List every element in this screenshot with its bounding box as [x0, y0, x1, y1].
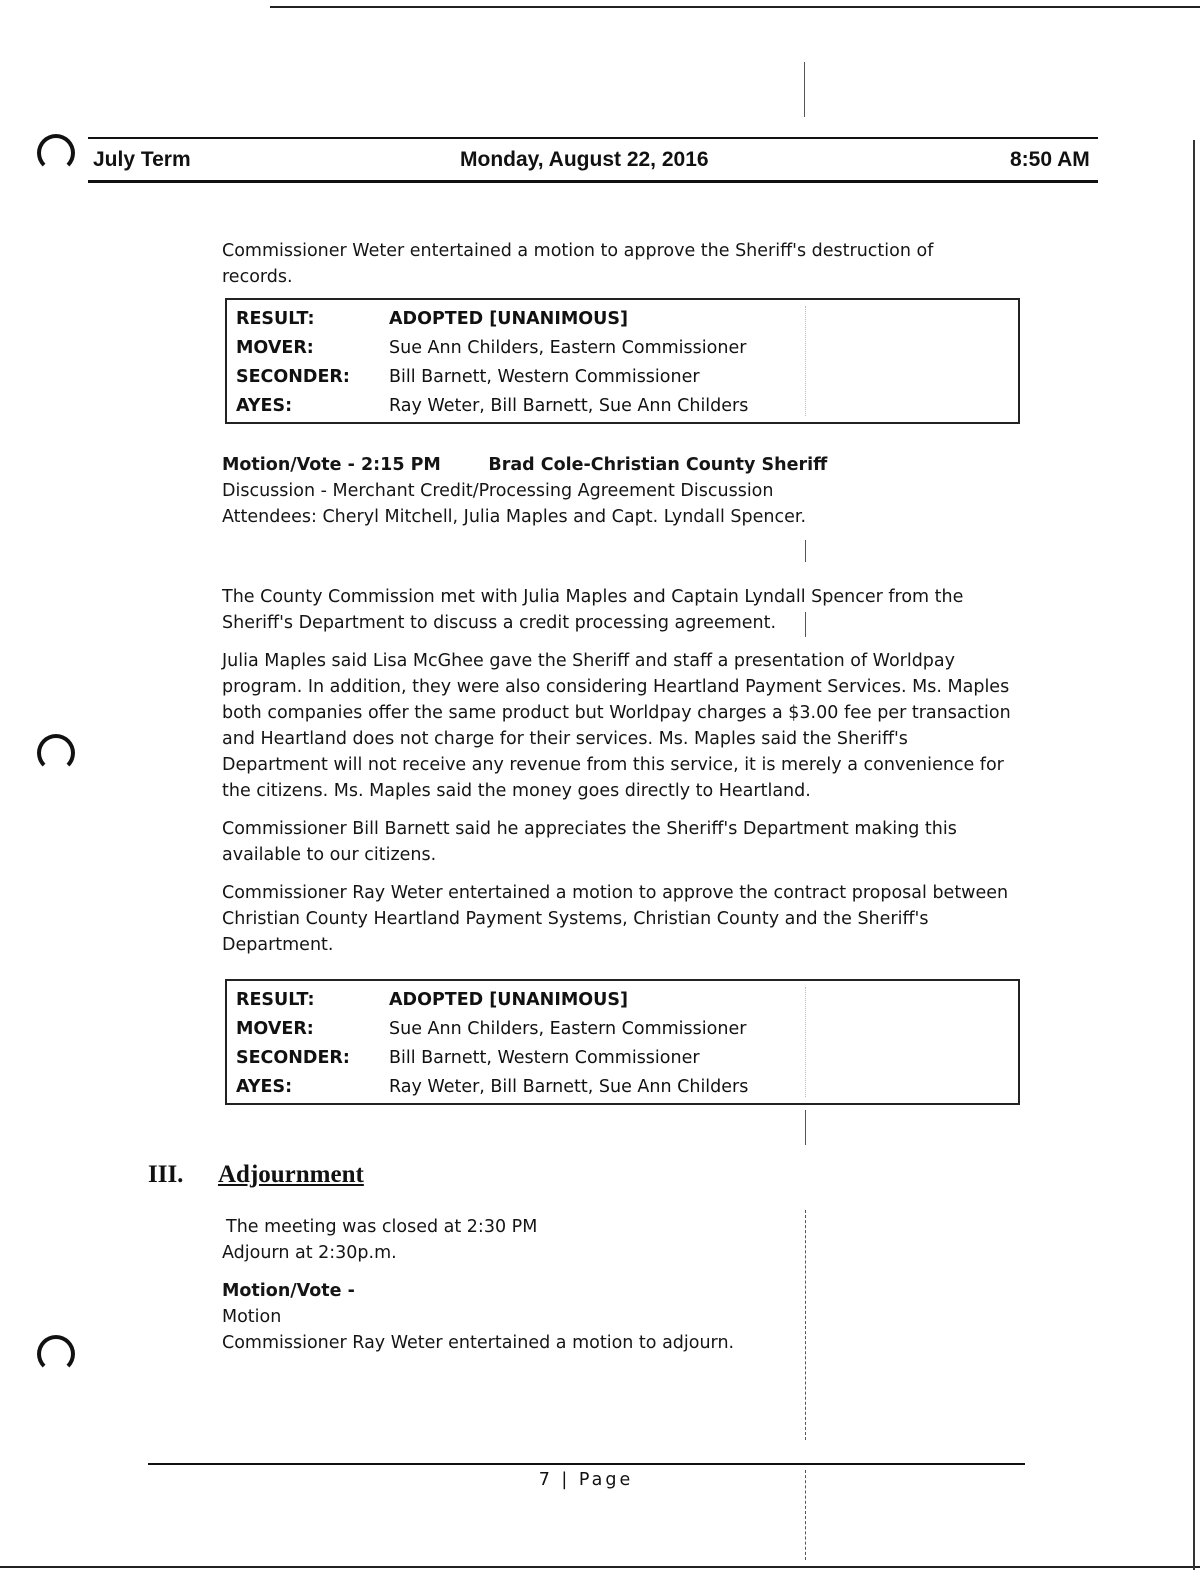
motion-line: Motion: [222, 1307, 282, 1327]
motion-vote-label: Motion/Vote - 2:15 PM: [222, 455, 441, 475]
vote-label: AYES:: [236, 1076, 293, 1097]
vote-value: Ray Weter, Bill Barnett, Sue Ann Childers: [389, 395, 749, 416]
attendees-line: Attendees: Cheryl Mitchell, Julia Maples and Capt. Lyndall Spencer.: [222, 507, 807, 527]
punch-hole: [37, 134, 75, 172]
vote-value: ADOPTED [UNANIMOUS]: [389, 308, 628, 329]
vote-row-mover: [227, 333, 1018, 362]
vote-row-mover: [227, 1014, 1018, 1043]
vote-label: AYES:: [236, 395, 293, 416]
intro-paragraph: [222, 238, 992, 290]
vote-value: Sue Ann Childers, Eastern Commissioner: [389, 1018, 747, 1039]
scan-mark: [805, 1110, 806, 1145]
intro-text: Commissioner Weter entertained a motion to approve the Sheriff's destruction of records.: [222, 241, 934, 287]
punch-hole: [37, 1335, 75, 1373]
header-rule-bottom: [88, 180, 1098, 183]
adjournment-body: [222, 1214, 1022, 1356]
vote-value: Bill Barnett, Western Commissioner: [389, 1047, 700, 1068]
scan-mark: [804, 62, 805, 117]
page-number: 7 | Page: [538, 1470, 634, 1490]
closed-line: The meeting was closed at 2:30 PM: [226, 1217, 538, 1237]
paragraph: The County Commission met with Julia Maples and Captain Lyndall Spencer from the Sheriff's Department to discuss a credit processing agreement.: [222, 587, 964, 633]
punch-hole: [37, 734, 75, 772]
vote-label: SECONDER:: [236, 366, 350, 387]
scan-edge-top: [270, 6, 1200, 8]
section-number: III.: [148, 1161, 184, 1188]
vote-label: RESULT:: [236, 989, 315, 1010]
paragraph: Commissioner Bill Barnett said he appreciates the Sheriff's Department making this available to our citizens.: [222, 819, 957, 865]
vote-table-destruction: [225, 298, 1020, 424]
vote-row-ayes: [227, 1072, 1018, 1101]
motion-text: Commissioner Ray Weter entertained a motion to adjourn.: [222, 1333, 735, 1353]
vote-label: MOVER:: [236, 1018, 314, 1039]
vote-value: Ray Weter, Bill Barnett, Sue Ann Childers: [389, 1076, 749, 1097]
paragraph: Commissioner Ray Weter entertained a motion to approve the contract proposal between Christian County Heartland Payment Systems, Christian County and the Sheriff's Department.: [222, 883, 1009, 955]
vote-value: Sue Ann Childers, Eastern Commissioner: [389, 337, 747, 358]
scan-mark: [805, 540, 806, 562]
vote-row-ayes: [227, 391, 1018, 420]
header-term: July Term: [93, 148, 191, 171]
scan-edge-bottom: [0, 1566, 1200, 1568]
header-time: 8:50 AM: [1010, 148, 1090, 171]
agenda-item-heading: [222, 452, 1022, 478]
adjourn-line: Adjourn at 2:30p.m.: [222, 1243, 397, 1263]
paragraph: Julia Maples said Lisa McGhee gave the Sheriff and staff a presentation of Worldpay program. In addition, they were also considering Heartland Payment Services. Ms. Maples both companies offer the same product but Worldpay charges a $3.00 fee per transaction and Heartland does not charge for their services. Ms. Maples said the Sheriff's Department will not receive any revenue from this service, it is merely a convenience for the citizens. Ms. Maples said the money goes directly to Heartland.: [222, 651, 1011, 801]
vote-row-result: [227, 304, 1018, 333]
scan-edge-right: [1193, 140, 1195, 1570]
vote-value: ADOPTED [UNANIMOUS]: [389, 989, 628, 1010]
vote-value: Bill Barnett, Western Commissioner: [389, 366, 700, 387]
vote-label: SECONDER:: [236, 1047, 350, 1068]
vote-row-seconder: [227, 362, 1018, 391]
discussion-body: [222, 584, 1012, 958]
header-date: Monday, August 22, 2016: [460, 148, 709, 171]
vote-table-contract: [225, 979, 1020, 1105]
discussion-line: Discussion - Merchant Credit/Processing Agreement Discussion: [222, 481, 774, 501]
header-rule-top: [88, 137, 1098, 139]
motion-vote-label: Motion/Vote -: [222, 1281, 355, 1301]
vote-row-seconder: [227, 1043, 1018, 1072]
vote-table-divider: [805, 306, 806, 416]
agenda-item: [222, 452, 1022, 530]
footer-rule: [148, 1463, 1025, 1465]
vote-label: MOVER:: [236, 337, 314, 358]
vote-table-divider: [805, 987, 806, 1097]
presenter: Brad Cole-Christian County Sheriff: [488, 455, 828, 475]
section-title: Adjournment: [218, 1161, 364, 1188]
vote-label: RESULT:: [236, 308, 315, 329]
vote-row-result: [227, 985, 1018, 1014]
